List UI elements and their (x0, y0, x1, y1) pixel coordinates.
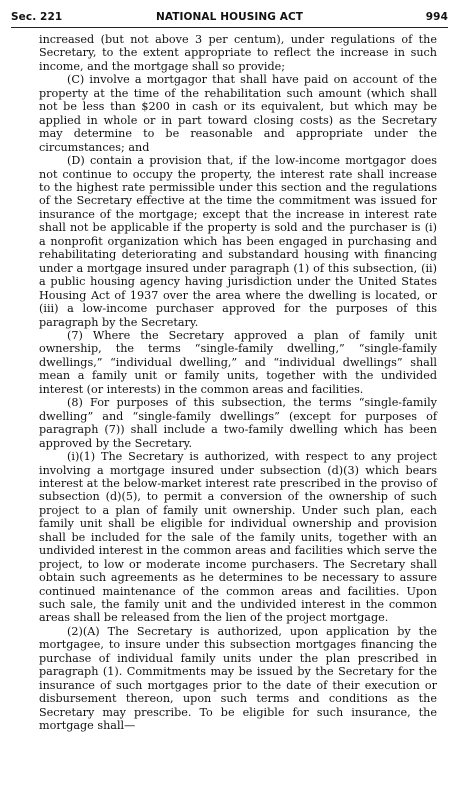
paragraph-2-a: (2)(A) The Secretary is authorized, upon application by the mortgagee, to insure under this subsection mortgages financing the purchase of individual family units under the plan prescribed in paragraph (1). Commitments may be issued by the Secretary for the insurance of such mortgages prior to the date of their execution or disbursement thereon, upon such terms and conditions as the Secretary may prescribe. To be eligible for such insurance, the mortgage shall— (39, 624, 437, 733)
section-label: Sec. 221 (11, 11, 63, 23)
paragraph-c: (C) involve a mortgagor that shall have paid on account of the property at the time of the rehabilitation such amount (which shall not be less than $200 in cash or its equivalent, but which may be applied in whole or in part toward closing costs) as the Secretary may determine to be reasonable and appropriate under the circumstances; and (39, 73, 437, 154)
paragraph-i-1: (i)(1) The Secretary is authorized, with respect to any project involving a mortgage insured under subsection (d)(3) which bears interest at the below-market interest rate prescribed in the proviso of subsection (d)(5), to permit a conversion of the ownership of such project to a plan of family unit ownership. Under such plan, each family unit shall be eligible for individual ownership and provision shall be included for the sale of the family units, together with an undivided interest in the common areas and facilities which serve the project, to low or moderate income purchasers. The Secretary shall obtain such agreements as he determines to be necessary to assure continued maintenance of the common areas and facilities. Upon such sale, the family unit and the undivided interest in the common areas shall be released from the lien of the project mortgage. (39, 450, 437, 625)
paragraph-8: (8) For purposes of this subsection, the terms “single-family dwelling” and “single-family dwellings” (except for purposes of paragraph (7)) shall include a two-family dwelling which has been approved by the Secretary. (39, 396, 437, 450)
paragraph-7: (7) Where the Secretary approved a plan of family unit ownership, the terms “single-family dwelling,” “single-family dwellings,” “individual dwelling,” and “individual dwellings” shall mean a family unit or family units, together with the undivided interest (or interests) in the common areas and facilities. (39, 328, 437, 396)
paragraph-continuation: increased (but not above 3 per centum), under regulations of the Secretary, to the extent appropriate to reflect the increase in such income, and the mortgage shall so provide; (39, 33, 437, 73)
running-header (11, 9, 448, 27)
header-rule (11, 27, 448, 28)
paragraph-d: (D) contain a provision that, if the low-income mortgagor does not continue to occupy the property, the interest rate shall increase to the highest rate permissible under this section and the regulations of the Secretary effective at the time the commitment was issued for insurance of the mortgage; except that the increase in interest rate shall not be applicable if the property is sold and the purchaser is (i) a nonprofit organization which has been engaged in purchasing and rehabilitating deteriorating and substandard housing with financing under a mortgage insured under paragraph (1) of this subsection, (ii) a public housing agency having jurisdiction under the United States Housing Act of 1937 over the area where the dwelling is located, or (iii) a low-income purchaser approved for the purposes of this paragraph by the Secretary. (39, 154, 437, 329)
page-number: 994 (425, 11, 448, 23)
body-text (39, 33, 437, 733)
act-title: NATIONAL HOUSING ACT (155, 11, 304, 23)
